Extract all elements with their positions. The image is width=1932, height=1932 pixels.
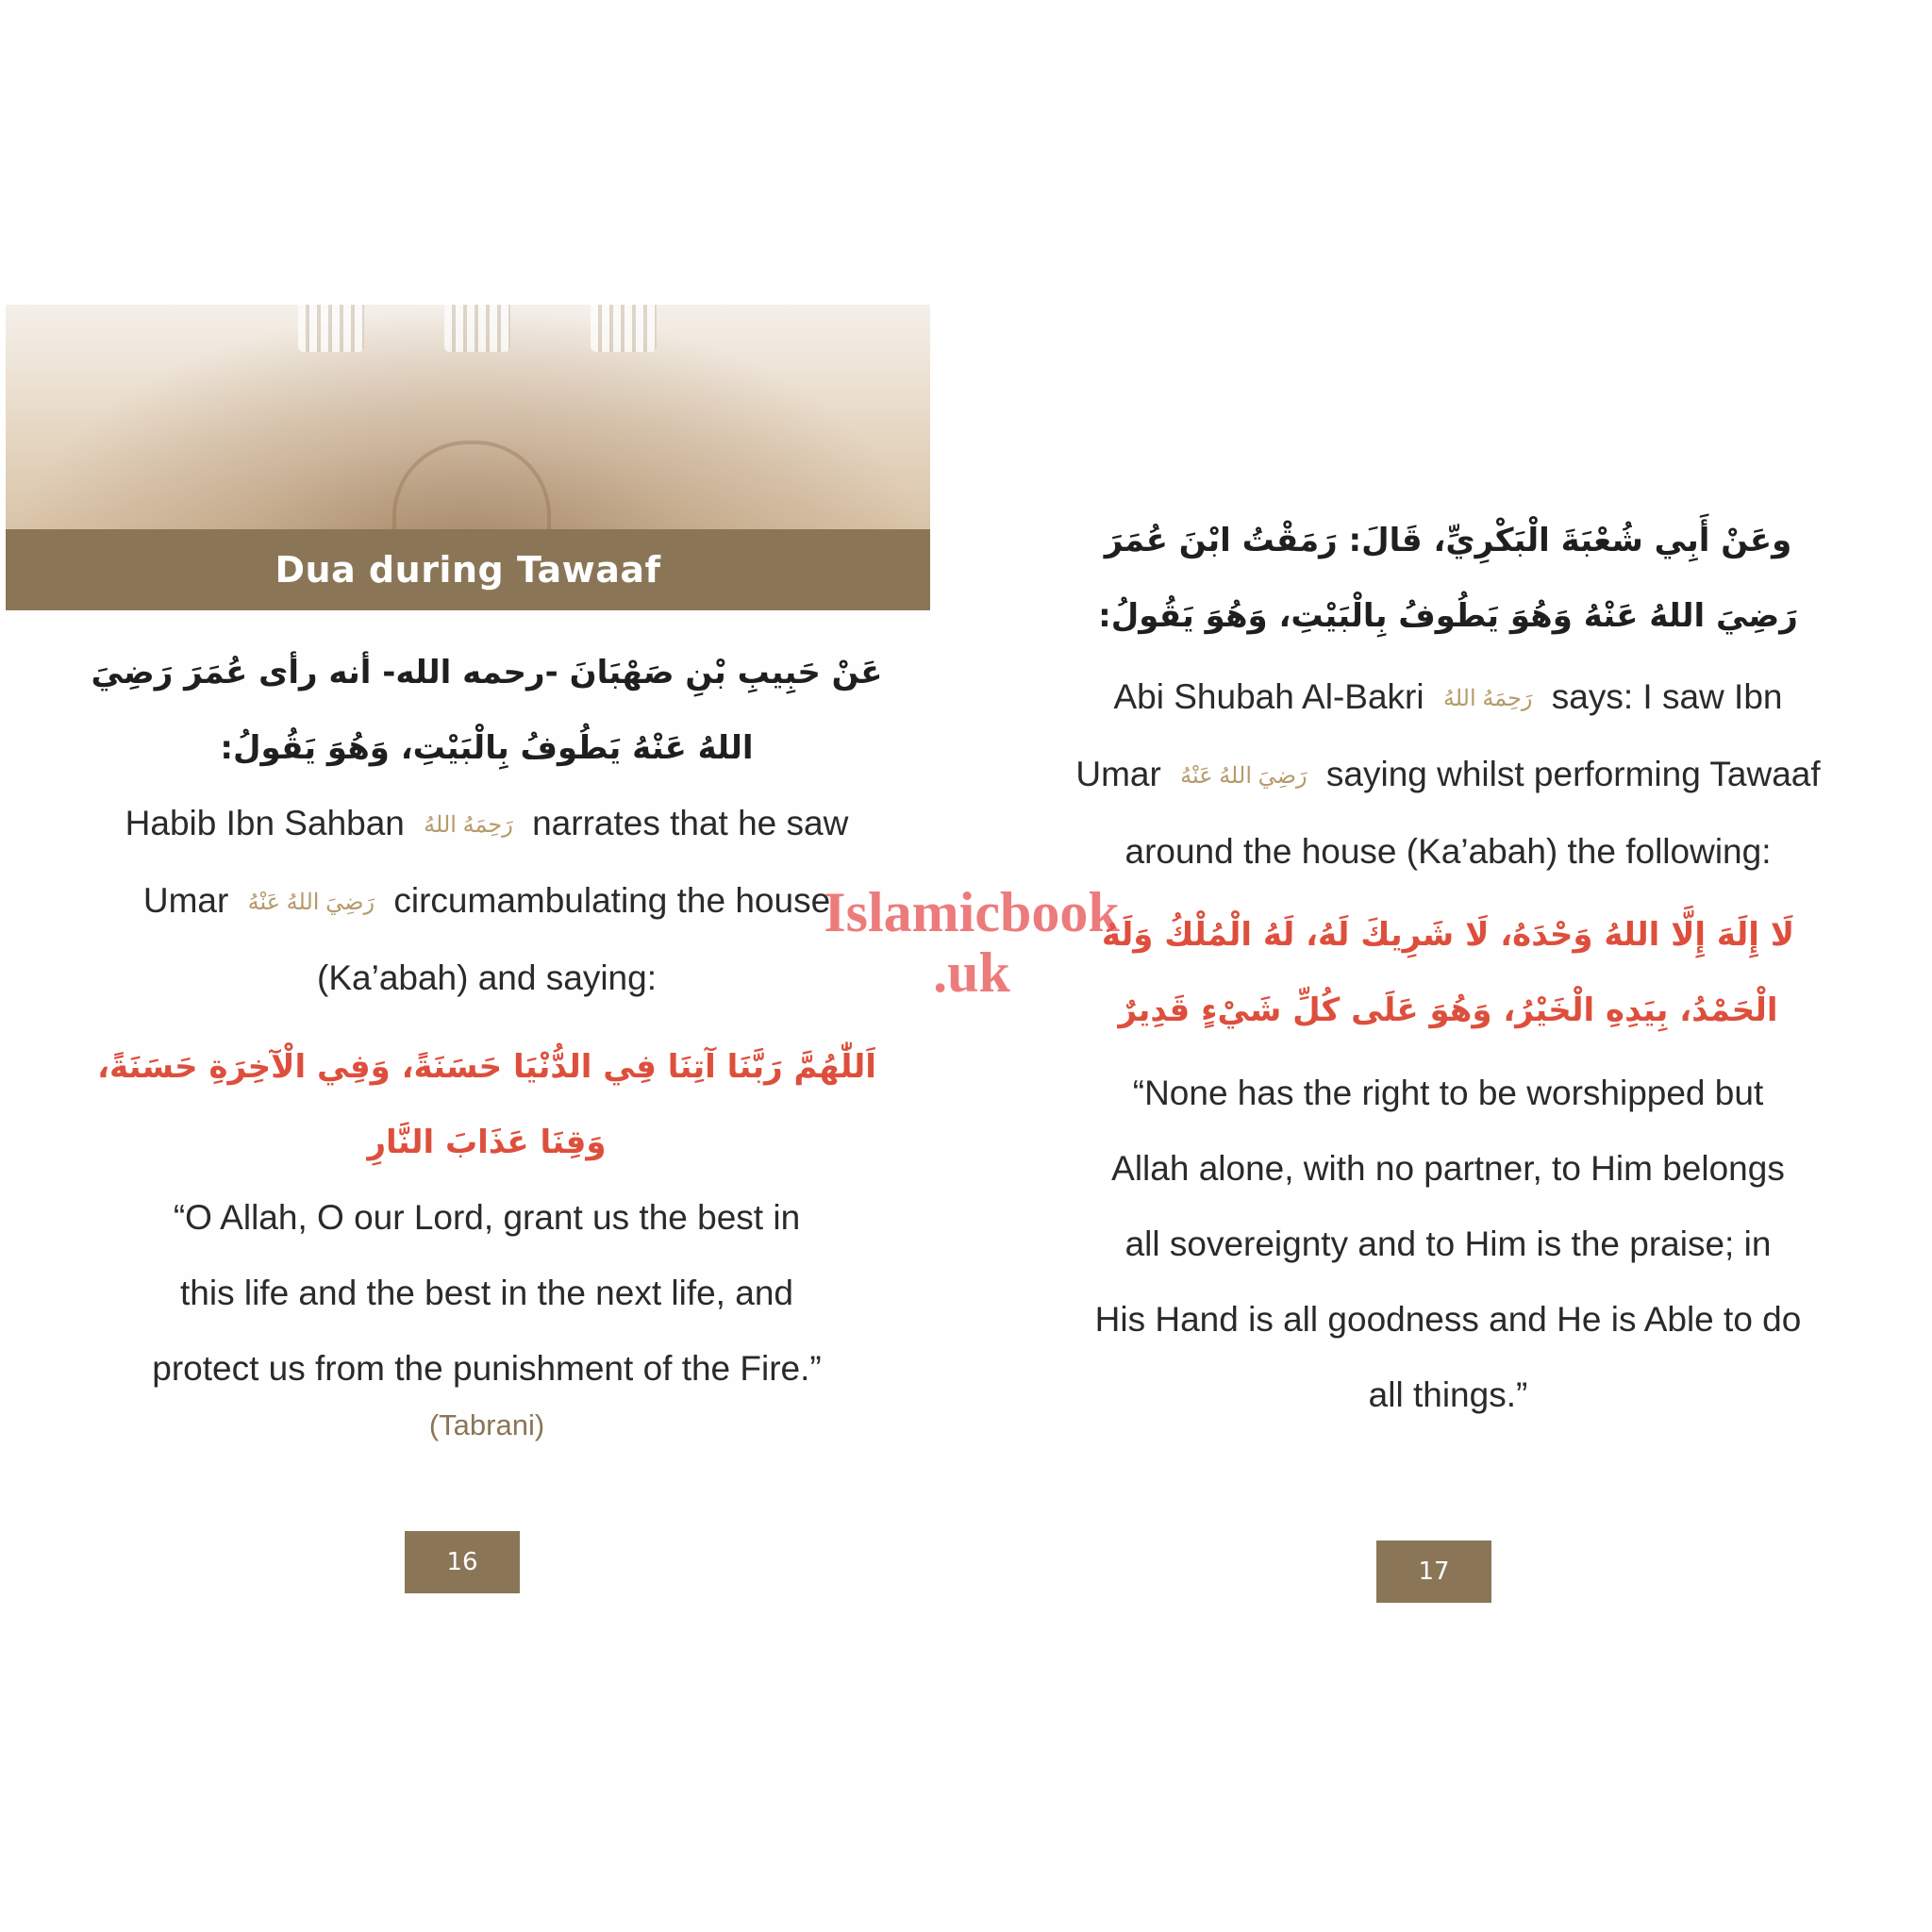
watermark-line: Islamicbook — [824, 881, 1120, 943]
page-number: 17 — [1376, 1541, 1491, 1603]
honorific-radiallahu-icon: رَضِيَ اللهُ عَنْهُ — [247, 890, 375, 916]
watermark-line: .uk — [933, 941, 1010, 1004]
honorific-radiallahu-icon: رَضِيَ اللهُ عَنْهُ — [1180, 763, 1307, 790]
title-banner — [6, 529, 930, 610]
mosque-interior-photo — [6, 305, 930, 529]
narration-text: circumambulating the house — [393, 881, 831, 921]
english-narration-intro — [91, 786, 883, 1016]
translation-line: all things.” — [1368, 1375, 1528, 1415]
arch-decoration — [392, 441, 551, 529]
translation-line: Allah alone, with no partner, to Him belongs — [1111, 1149, 1785, 1189]
translation-line: this life and the best in the next life, and — [180, 1274, 793, 1313]
english-narration-intro — [1071, 659, 1825, 890]
arabic-dua: اَللّٰهُمَّ رَبَّنَا آتِنَا فِي الدُّنْيَا حَسَنَةً، وَفِي الْآخِرَةِ حَسَنَةً، وَقِنَا عَذَابَ النَّارِ — [97, 1048, 876, 1162]
honorific-rahimahullah-icon: رَحِمَهُ اللهُ — [1442, 686, 1533, 712]
narration-text: saying whilst performing Tawaaf — [1325, 755, 1821, 794]
window-decoration — [444, 305, 510, 352]
narration-text: Abi Shubah Al-Bakri — [1113, 677, 1424, 716]
window-decoration — [298, 305, 364, 352]
hadith-source: (Tabrani) — [428, 1408, 545, 1442]
honorific-rahimahullah-icon: رَحِمَهُ اللهُ — [424, 812, 513, 839]
narration-text: Habib Ibn Sahban — [125, 804, 405, 842]
narration-text: (Ka’abah) and saying: — [317, 958, 657, 998]
translation-line: all sovereignty and to Him is the praise; in — [1124, 1224, 1772, 1264]
english-dua-translation — [1071, 1056, 1825, 1433]
arabic-narration-intro: وعَنْ أَبِي شُعْبَةَ الْبَكْرِيِّ، قَالَ: رَمَقْتُ ابْنَ عُمَرَ رَضِيَ اللهُ عَنْهُ وَهُوَ يَطُوفُ بِالْبَيْتِ، وَهُوَ يَقُولُ: — [1098, 522, 1798, 635]
left-page-content — [91, 635, 883, 1442]
arabic-narration-intro: عَنْ حَبِيبِ بْنِ صَهْبَانَ -رحمه الله- أنه رأى عُمَرَ رَضِيَ اللهُ عَنْهُ يَطُوفُ بِالْبَيْتِ، وَهُوَ يَقُولُ: — [91, 654, 883, 767]
page-title: Dua during Tawaaf — [275, 549, 661, 591]
narration-text: around the house (Ka’abah) the following: — [1124, 832, 1772, 872]
page-number: 16 — [405, 1531, 520, 1593]
translation-line: protect us from the punishment of the Fire.” — [152, 1349, 822, 1389]
watermark-text — [802, 882, 1141, 1003]
window-decoration — [591, 305, 657, 352]
translation-line: “None has the right to be worshipped but — [1132, 1074, 1764, 1113]
arabic-dua: لَا إِلَهَ إِلَّا اللهُ وَحْدَهُ، لَا شَرِيكَ لَهُ، لَهُ الْمُلْكُ وَلَهُ الْحَمْدُ، بِيَدِهِ الْخَيْرُ، وَهُوَ عَلَى كُلِّ شَيْءٍ قَدِيرٌ — [1101, 916, 1795, 1030]
english-dua-translation — [91, 1180, 883, 1407]
translation-line: “O Allah, O our Lord, grant us the best in — [173, 1198, 801, 1238]
left-page — [6, 305, 930, 1625]
narration-text: narrates that he saw — [532, 804, 849, 842]
narration-text: Umar — [1075, 755, 1161, 794]
narration-text: says: I saw Ibn — [1551, 677, 1783, 716]
narration-text: Umar — [142, 881, 229, 921]
translation-line: His Hand is all goodness and He is Able to do — [1094, 1300, 1802, 1340]
right-page-content — [1071, 503, 1825, 1433]
